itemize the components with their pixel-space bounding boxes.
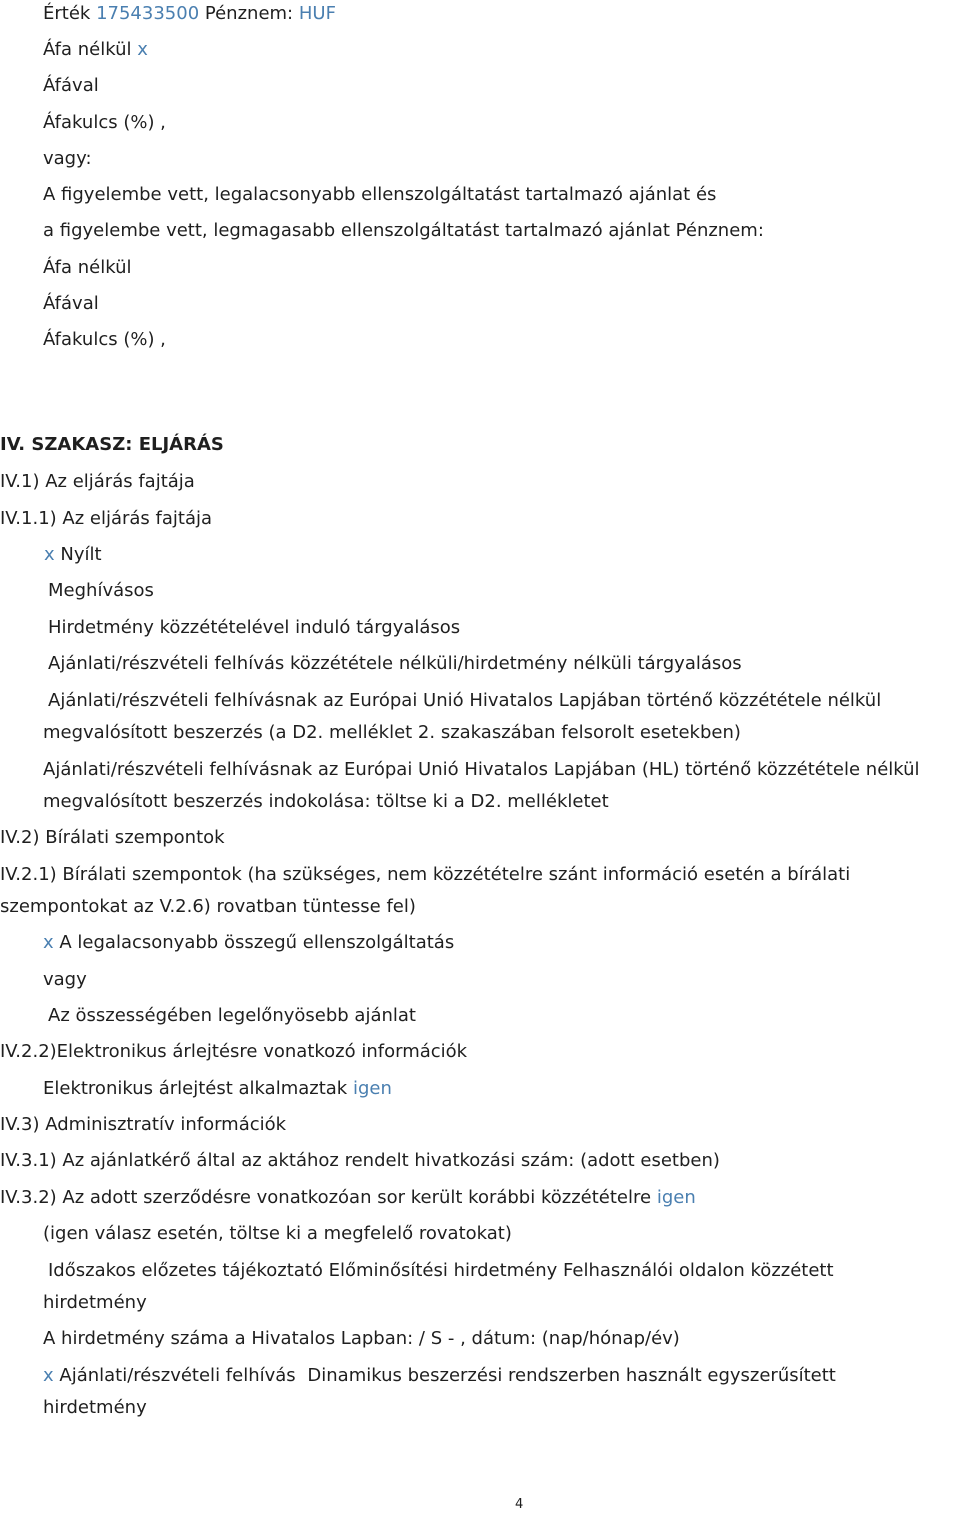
ertek-value: 175433500 — [96, 3, 200, 24]
legalacsonyabb-mark: x — [43, 932, 54, 953]
felhivas-line — [43, 1365, 836, 1387]
options-line-1: Időszakos előzetes tájékoztató Előminősítési hirdetmény Felhasználói oldalon közzétett — [48, 1260, 834, 1281]
options-line-2: hirdetmény — [43, 1292, 147, 1313]
arlejtes-value: igen — [352, 1078, 392, 1099]
legalacsonyabb-label: A legalacsonyabb összegű ellenszolgáltatás — [59, 932, 455, 953]
dinamikus-line-2: hirdetmény — [43, 1397, 147, 1418]
iv32-line — [0, 1187, 696, 1209]
afaval-line-2: Áfával — [43, 293, 99, 314]
iv3-heading: IV.3) Adminisztratív információk — [0, 1114, 287, 1135]
dinamikus-label: Dinamikus beszerzési rendszerben használt egyszerűsített — [307, 1365, 836, 1386]
afa-nelkul-line-2: Áfa nélkül — [43, 257, 132, 278]
hl-option-line-1: Ajánlati/részvételi felhívásnak az Európai Unió Hivatalos Lapjában (HL) történő közzététele nélkül — [43, 759, 920, 780]
afa-nelkul-mark: x — [137, 39, 148, 60]
arlejtes-line — [43, 1078, 392, 1100]
iv32-value: igen — [656, 1187, 696, 1208]
afa-nelkul-line — [43, 39, 148, 61]
afakulcs-line-2: Áfakulcs (%) , — [43, 329, 166, 350]
igen-valasz-line: (igen válasz esetén, töltse ki a megfelelő rovatokat) — [43, 1223, 512, 1244]
osszessegeben-option: Az összességében legelőnyösebb ajánlat — [48, 1005, 416, 1026]
iv2-heading: IV.2) Bírálati szempontok — [0, 827, 225, 848]
nyilt-option — [44, 544, 102, 566]
section-heading: IV. SZAKASZ: ELJÁRÁS — [0, 434, 224, 455]
hirdetmeny-szama-line: A hirdetmény száma a Hivatalos Lapban: / S - , dátum: (nap/hónap/év) — [43, 1328, 680, 1349]
legalacsonyabb-option — [43, 932, 454, 954]
nyilt-mark: x — [44, 544, 55, 565]
ertek-line — [43, 3, 336, 25]
range-line-2: a figyelembe vett, legmagasabb ellenszolgáltatást tartalmazó ajánlat Pénznem: — [43, 220, 764, 241]
iv1-heading: IV.1) Az eljárás fajtája — [0, 471, 195, 492]
range-line-1: A figyelembe vett, legalacsonyabb ellenszolgáltatást tartalmazó ajánlat és — [43, 184, 717, 205]
hirdetmeny-targyalasos-option: Hirdetmény közzétételével induló tárgyalásos — [48, 617, 461, 638]
felhivas-label: Ajánlati/részvételi felhívás — [59, 1365, 296, 1386]
vagy-text: vagy — [43, 969, 87, 990]
felhivas-mark: x — [43, 1365, 54, 1386]
vagy-line: vagy: — [43, 148, 92, 169]
afakulcs-line: Áfakulcs (%) , — [43, 112, 166, 133]
afaval-line: Áfával — [43, 75, 99, 96]
iv32-label: IV.3.2) Az adott szerződésre vonatkozóan sor került korábbi közzétételre — [0, 1187, 652, 1208]
meghivasos-option: Meghívásos — [48, 580, 154, 601]
iv21-line-2: szempontokat az V.2.6) rovatban tüntesse fel) — [0, 896, 416, 917]
afa-nelkul-label: Áfa nélkül — [43, 39, 132, 60]
eu-option-line-1: Ajánlati/részvételi felhívásnak az Európai Unió Hivatalos Lapjában történő közzététele nélkül — [48, 690, 882, 711]
penznem-value: HUF — [298, 3, 336, 24]
ertek-label: Érték — [43, 3, 91, 24]
eu-option-line-2: megvalósított beszerzés (a D2. melléklet 2. szakaszában felsorolt esetekben) — [43, 722, 741, 743]
iv11-heading: IV.1.1) Az eljárás fajtája — [0, 508, 213, 529]
penznem-label: Pénznem: — [204, 3, 294, 24]
felhivas-nelkuli-option: Ajánlati/részvételi felhívás közzététele nélküli/hirdetmény nélküli tárgyalásos — [48, 653, 742, 674]
iv21-line-1: IV.2.1) Bírálati szempontok (ha szükséges, nem közzétételre szánt információ esetén a bírálati — [0, 864, 851, 885]
nyilt-label: Nyílt — [60, 544, 102, 565]
hl-option-line-2: megvalósított beszerzés indokolása: töltse ki a D2. mellékletet — [43, 791, 609, 812]
iv22-heading: IV.2.2)Elektronikus árlejtésre vonatkozó információk — [0, 1041, 468, 1062]
arlejtes-label: Elektronikus árlejtést alkalmaztak — [43, 1078, 348, 1099]
page-number: 4 — [515, 1497, 524, 1512]
iv31-line: IV.3.1) Az ajánlatkérő által az aktához rendelt hivatkozási szám: (adott esetben) — [0, 1150, 720, 1171]
